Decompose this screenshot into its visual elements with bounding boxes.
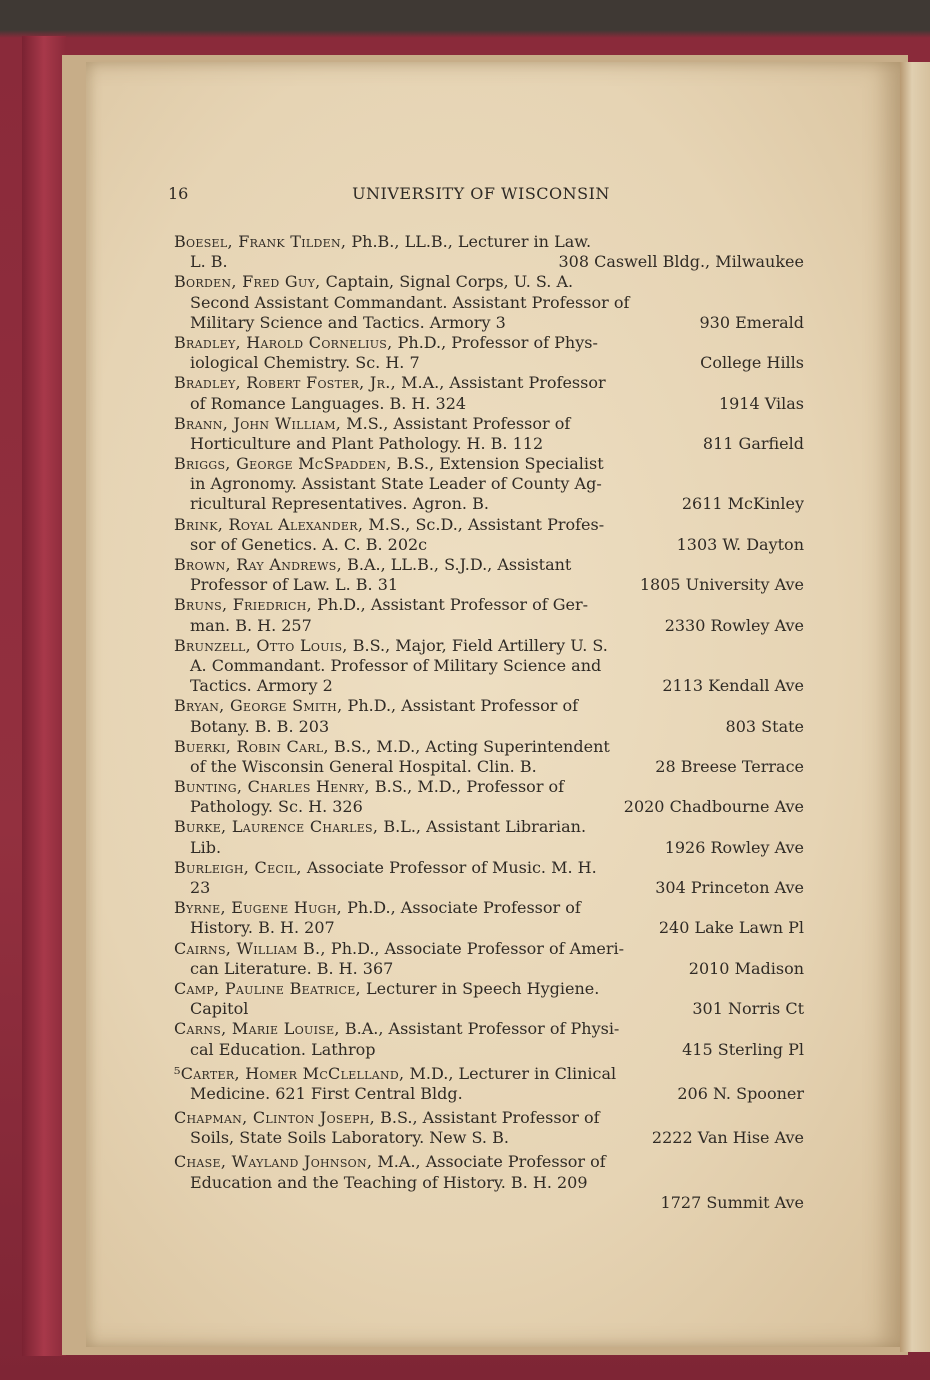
directory-entry (174, 898, 804, 938)
entry-text: A. Commandant. Professor of Military Science and (190, 655, 602, 675)
entry-address: 28 Breese Terrace (655, 756, 804, 776)
entry-text: B.L., Assistant Librarian. (383, 817, 587, 837)
entry-continuation-line (174, 1084, 804, 1104)
entry-first-line (174, 858, 804, 878)
entry-address: 803 State (725, 716, 804, 736)
entry-text: B.S., Assistant Professor of (380, 1108, 600, 1128)
entry-text: can Literature. B. H. 367 (190, 958, 394, 978)
directory-entry (174, 1152, 804, 1213)
entry-address: College Hills (700, 353, 804, 373)
entry-address: 2222 Van Hise Ave (651, 1128, 804, 1148)
entry-continuation-line (174, 1173, 804, 1193)
entry-continuation-line (174, 1040, 804, 1060)
directory-entry (174, 636, 804, 697)
entry-first-line (174, 898, 804, 918)
entry-first-line (174, 1152, 804, 1172)
entry-continuation-line (174, 353, 804, 373)
entry-text: man. B. H. 257 (190, 615, 312, 635)
directory-entry (174, 817, 804, 857)
entry-name: Byrne, Eugene Hugh, (174, 898, 343, 918)
page-header (86, 178, 900, 208)
entry-address: 2020 Chadbourne Ave (623, 797, 804, 817)
entry-text: M.S., Assistant Professor of (346, 413, 571, 433)
entry-text: B.S., M.D., Professor of (374, 777, 565, 797)
entry-name: Brown, Ray Andrews, (174, 555, 342, 574)
entry-name: Boesel, Frank Tilden, (174, 232, 347, 251)
entry-address: 304 Princeton Ave (655, 878, 804, 897)
directory-entry (174, 232, 804, 272)
entry-text: cal Education. Lathrop (190, 1039, 376, 1059)
entry-address: 2330 Rowley Ave (664, 615, 804, 635)
entry-text: M.D., Lecturer in Clinical (409, 1063, 617, 1083)
entry-first-line (174, 414, 804, 434)
entry-continuation-line (174, 676, 804, 696)
entry-first-line (174, 1064, 804, 1084)
entry-continuation-line (174, 757, 804, 777)
entry-address: 1727 Summit Ave (660, 1192, 804, 1212)
entry-text: Lib. (190, 837, 222, 857)
entry-name: Burleigh, Cecil, (174, 857, 302, 877)
entry-name: Chase, Wayland Johnson, (174, 1152, 373, 1172)
entry-name: Brunzell, Otto Louis, (174, 635, 348, 655)
entry-continuation-line (174, 878, 804, 898)
entry-text: iological Chemistry. Sc. H. 7 (190, 353, 420, 373)
directory-entry (174, 373, 804, 413)
book-spine-edge (22, 36, 66, 1356)
entry-continuation-line (174, 1193, 804, 1213)
directory-entry (174, 939, 804, 979)
entry-name: Bunting, Charles Henry, (174, 777, 370, 797)
entry-name: ⁵Carter, Homer McClelland, (174, 1063, 405, 1083)
entry-first-line (174, 515, 804, 535)
entry-text: Tactics. Armory 2 (190, 676, 333, 696)
entry-address: 2113 Kendall Ave (662, 676, 804, 696)
entry-text: M.A., Associate Professor of (377, 1152, 606, 1172)
entry-text: Military Science and Tactics. Armory 3 (190, 312, 506, 332)
entry-text: Lecturer in Speech Hygiene. (366, 978, 600, 998)
entry-text: Ph.D., Professor of Phys- (397, 332, 598, 352)
entry-text: Ph.D., Associate Professor of Ameri- (330, 938, 625, 958)
directory-entry (174, 858, 804, 898)
entry-name: Bruns, Friedrich, (174, 595, 313, 615)
entry-text: Ph.D., Assistant Professor of Ger- (317, 595, 589, 615)
entry-text: Ph.D., Associate Professor of (347, 898, 581, 918)
entry-continuation-line (174, 797, 804, 817)
entry-name: Camp, Pauline Beatrice, (174, 978, 361, 998)
entry-address: 2611 McKinley (681, 494, 804, 514)
entry-text: Education and the Teaching of History. B. H. 209 (190, 1172, 588, 1192)
entry-continuation-line (174, 252, 804, 272)
entry-first-line (174, 454, 804, 474)
faculty-directory-list (174, 232, 804, 1217)
entry-address: 1805 University Ave (639, 575, 804, 595)
entry-name: Cairns, William B., (174, 938, 326, 958)
directory-entry (174, 1019, 804, 1059)
entry-text: Ph.D., Assistant Professor of (347, 696, 579, 716)
entry-continuation-line (174, 313, 804, 333)
entry-first-line (174, 636, 804, 656)
entry-continuation-line (174, 494, 804, 514)
entry-address: 240 Lake Lawn Pl (658, 918, 804, 938)
entry-spacer (174, 1213, 804, 1217)
directory-entry (174, 1064, 804, 1104)
entry-first-line (174, 595, 804, 615)
entry-continuation-line (174, 999, 804, 1019)
entry-text: sor of Genetics. A. C. B. 202c (190, 534, 428, 554)
entry-text: Ph.B., LL.B., Lecturer in Law. (351, 232, 592, 251)
entry-address: 1303 W. Dayton (676, 534, 804, 554)
entry-name: Chapman, Clinton Joseph, (174, 1108, 376, 1128)
entry-text: Associate Professor of Music. M. H. (306, 857, 597, 877)
entry-text: B.S., M.D., Acting Superintendent (333, 736, 610, 756)
entry-text: Medicine. 621 First Central Bldg. (190, 1083, 463, 1103)
entry-continuation-line (174, 717, 804, 737)
entry-first-line (174, 696, 804, 716)
facing-page-edge (900, 62, 930, 1352)
entry-name: Buerki, Robin Carl, (174, 736, 329, 756)
directory-entry (174, 595, 804, 635)
entry-text: ricultural Representatives. Agron. B. (190, 494, 489, 514)
entry-first-line (174, 232, 804, 252)
entry-text: Soils, State Soils Laboratory. New S. B. (190, 1128, 509, 1148)
entry-name: Carns, Marie Louise, (174, 1019, 340, 1039)
entry-address: 930 Emerald (699, 312, 804, 332)
entry-first-line (174, 939, 804, 959)
entry-address: 1914 Vilas (718, 393, 804, 413)
entry-first-line (174, 333, 804, 353)
entry-first-line (174, 737, 804, 757)
entry-name: Bryan, George Smith, (174, 696, 343, 716)
entry-text: M.A., Assistant Professor (401, 373, 606, 393)
entry-address: 206 N. Spooner (677, 1083, 804, 1103)
entry-name: Burke, Laurence Charles, (174, 817, 379, 837)
entry-address: 308 Caswell Bldg., Milwaukee (558, 252, 804, 272)
directory-entry (174, 979, 804, 1019)
page-number: 16 (168, 184, 189, 203)
entry-name: Brink, Royal Alexander, (174, 514, 364, 534)
directory-entry (174, 696, 804, 736)
directory-entry (174, 454, 804, 515)
entry-address: 415 Sterling Pl (682, 1039, 804, 1059)
entry-address: 301 Norris Ct (692, 999, 804, 1019)
entry-text: Horticulture and Plant Pathology. H. B. 112 (190, 433, 544, 453)
entry-text: Capitol (190, 999, 249, 1019)
entry-continuation-line (174, 293, 804, 313)
entry-name: Briggs, George McSpadden, (174, 454, 392, 474)
directory-entry (174, 515, 804, 555)
entry-continuation-line (174, 535, 804, 555)
running-title: UNIVERSITY OF WISCONSIN (352, 184, 610, 203)
entry-name: Borden, Fred Guy, (174, 272, 321, 292)
entry-continuation-line (174, 575, 804, 595)
entry-text: B.S., Major, Field Artillery U. S. (352, 635, 608, 655)
entry-continuation-line (174, 394, 804, 414)
directory-entry (174, 414, 804, 454)
entry-text: Professor of Law. L. B. 31 (190, 575, 399, 595)
entry-first-line (174, 555, 804, 575)
entry-first-line (174, 777, 804, 797)
directory-entry (174, 555, 804, 595)
entry-text: L. B. (190, 252, 228, 272)
directory-entry (174, 1108, 804, 1148)
directory-entry (174, 272, 804, 333)
entry-address: 2010 Madison (688, 958, 804, 978)
entry-continuation-line (174, 616, 804, 636)
entry-text: Captain, Signal Corps, U. S. A. (325, 272, 574, 292)
entry-text: M.S., Sc.D., Assistant Profes- (368, 514, 605, 534)
entry-continuation-line (174, 918, 804, 938)
entry-text: B.A., LL.B., S.J.D., Assistant (347, 555, 572, 574)
entry-first-line (174, 1108, 804, 1128)
entry-address: 811 Garfield (702, 433, 804, 453)
entry-first-line (174, 373, 804, 393)
entry-text: Botany. B. B. 203 (190, 716, 330, 736)
entry-address: 1926 Rowley Ave (664, 837, 804, 857)
entry-continuation-line (174, 656, 804, 676)
entry-name: Bradley, Harold Cornelius, (174, 332, 393, 352)
entry-text: History. B. H. 207 (190, 918, 335, 938)
entry-name: Brann, John William, (174, 413, 342, 433)
entry-first-line (174, 1019, 804, 1039)
entry-continuation-line (174, 838, 804, 858)
entry-first-line (174, 979, 804, 999)
entry-text: Pathology. Sc. H. 326 (190, 797, 363, 817)
entry-name: Bradley, Robert Foster, Jr., (174, 373, 397, 393)
directory-entry (174, 737, 804, 777)
entry-text: of Romance Languages. B. H. 324 (190, 393, 467, 413)
entry-continuation-line (174, 1128, 804, 1148)
entry-continuation-line (174, 474, 804, 494)
entry-text: of the Wisconsin General Hospital. Clin. B. (190, 756, 537, 776)
entry-text: B.A., Assistant Professor of Physi- (344, 1019, 620, 1039)
directory-entry (174, 333, 804, 373)
entry-continuation-line (174, 959, 804, 979)
entry-text: Second Assistant Commandant. Assistant Professor of (190, 292, 630, 312)
entry-text: in Agronomy. Assistant State Leader of County Ag- (190, 474, 602, 494)
entry-continuation-line (174, 434, 804, 454)
entry-first-line (174, 272, 804, 292)
entry-text: B.S., Extension Specialist (396, 454, 604, 474)
entry-text: 23 (190, 878, 211, 897)
directory-entry (174, 777, 804, 817)
entry-first-line (174, 817, 804, 837)
